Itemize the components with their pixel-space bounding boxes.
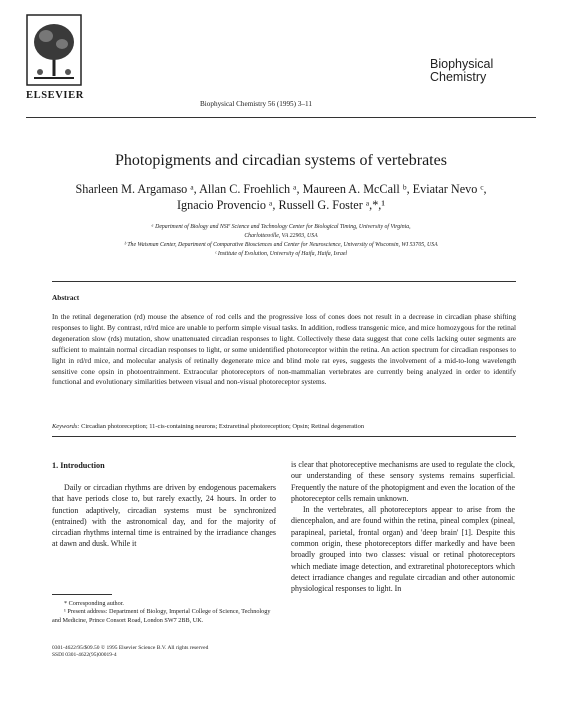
section-heading-introduction: 1. Introduction: [52, 461, 105, 470]
keywords-text: Circadian photoreception; 11-cis-containing neurons; Extraretinal photoreception; Opsin; Retinal degeneration: [81, 423, 365, 430]
abstract-heading: Abstract: [52, 293, 80, 302]
footnote-present-address: ¹ Present address: Department of Biology, Imperial College of Science, Technology and Medicine, Prince Consort Road, London SW7 2BB, UK.: [52, 608, 271, 624]
affiliation-line: ᵃ Department of Biology and NSF Science and Technology Center for Biological Timing, University of Virginia,: [151, 224, 411, 230]
intro-left-paragraph: Daily or circadian rhythms are driven by endogenous pacemakers that have periods close to, but rarely exactly, 24 hours. In order to function adaptively, circadian systems must be synchronized (entrained) with the astronomical day, and for the majority of circadian rhythms internal time is entrained by the irradiance changes at dawn and dusk. While it: [52, 483, 276, 549]
affiliation-line: ᵇ The Waisman Center, Department of Comparative Biosciences and Center for Neuroscience, University of Wisconsin, WI 53705, USA: [124, 242, 438, 248]
elsevier-tree-logo: [26, 14, 82, 86]
publisher-name: ELSEVIER: [26, 90, 84, 101]
footnote-rule: [52, 594, 112, 595]
author-list: [30, 181, 532, 213]
journal-name: [430, 58, 493, 84]
authors-line-1: Sharleen M. Argamaso ᵃ, Allan C. Froehlich ᵃ, Maureen A. McCall ᵇ, Eviatar Nevo ᶜ,: [75, 182, 487, 196]
authors-line-2: Ignacio Provencio ᵃ, Russell G. Foster ᵃ,*,¹: [176, 198, 385, 212]
issn-line-1: 0301-4622/95/$09.50 © 1995 Elsevier Science B.V. All rights reserved: [52, 645, 209, 651]
affiliations: [30, 223, 532, 259]
abstract-body: In the retinal degeneration (rd) mouse the absence of rod cells and the progressive loss of cones does not result in a decrease in circadian phase shifting responses to light. By contrast, rd/rd mice are unable to perform simple visual tasks. In addition, rodless transgenic mice, and mice homozygous for the retinal degeneration slow (rds) mutation, show unattenuated circadian responses to light. Collectively these data suggest that cone cells lacking outer segments are sufficient to maintain normal circadian responses to light, or some unidentified photoreceptor within the retina. An action spectrum for circadian responses to light in rd/rd mice, and molecular analysis of retinally degenerate mice and blind mole rat eyes, suggests the involvement of a mid-to-long wavelength sensitive cone opsin in photoentrainment. Extraocular photoreceptors of non-mammalian vertebrates are currently being analyzed in order to identify functional and evolutionary similarities between visual and non-visual photoreceptor systems.: [52, 312, 516, 387]
intro-right-paragraph-1: is clear that photoreceptive mechanisms are used to regulate the clock, our understanding of these sensory systems remains superficial. Frequently the nature of the photopigment and even the location of the photoreceptor cells remain unknown.: [291, 460, 515, 503]
journal-name-line1: Biophysical: [430, 57, 494, 71]
issn-line-2: SSDI 0301-4622(95)00019-4: [52, 652, 117, 658]
journal-name-line2: Chemistry: [430, 70, 487, 84]
paper-title: Photopigments and circadian systems of vertebrates: [115, 152, 447, 169]
footnotes: [52, 600, 276, 625]
affiliation-line: ᶜ Institute of Evolution, University of Haifa, Haifa, Israel: [214, 251, 348, 257]
header-rule: [26, 117, 536, 118]
footnote-corresponding: * Corresponding author.: [64, 600, 124, 607]
keywords-label: Keywords:: [52, 423, 80, 430]
journal-citation: Biophysical Chemistry 56 (1995) 3–11: [200, 100, 312, 108]
intro-right-column: [291, 459, 515, 595]
affiliation-line: Charlottesville, VA 22903, USA: [244, 233, 318, 239]
keywords: [52, 423, 516, 430]
issn-block: [52, 645, 276, 659]
abstract-bottom-rule: [52, 436, 516, 437]
abstract-top-rule: [52, 281, 516, 282]
intro-right-paragraph-2: In the vertebrates, all photoreceptors appear to arise from the diencephalon, and are found within the retina, pineal complex (pineal, parapineal, parietal, frontal organ) and 'deep brain' [1]. Despite this common origin, these photoreceptors differ markedly and have been broadly grouped into two classes: visual or retinal photoreceptors which mediate image detection, and extraretinal photoreceptors which detect irradiance changes and regulate circadian and other autonomic physiological responses to light. In: [291, 505, 515, 594]
